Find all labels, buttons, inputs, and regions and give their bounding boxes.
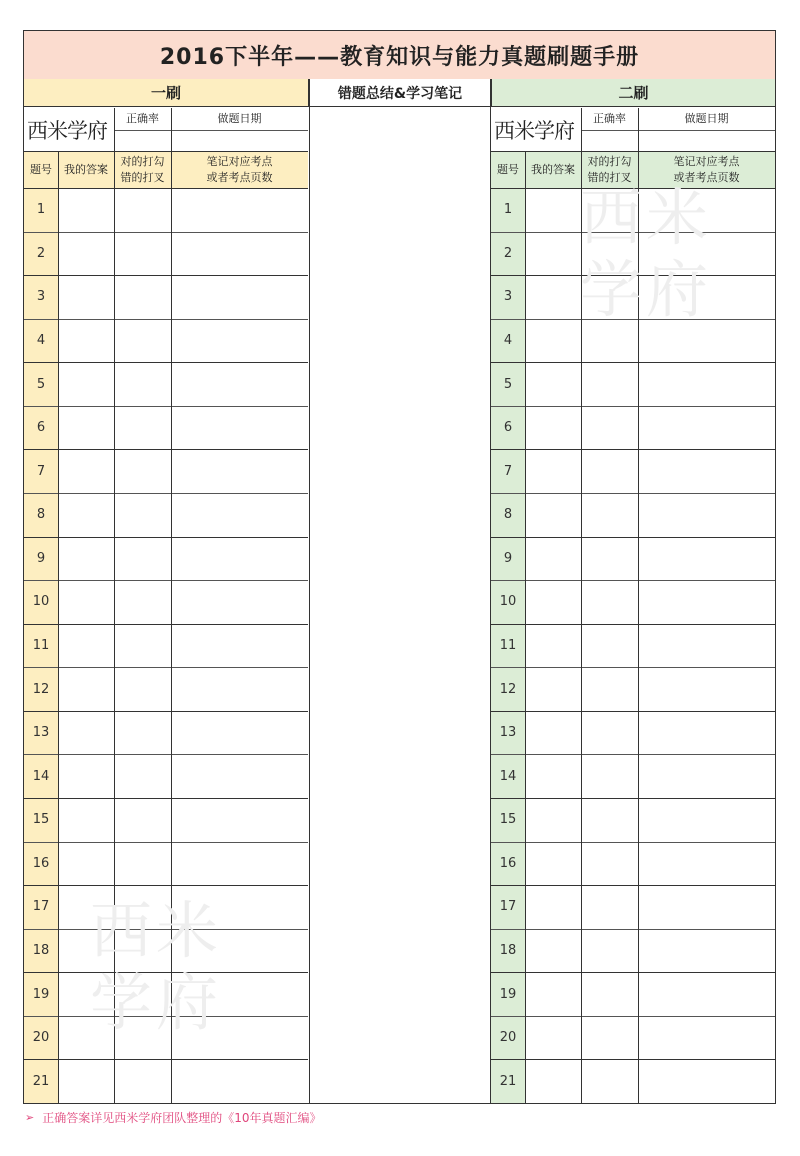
question-number: 18: [499, 942, 517, 958]
table-row: [491, 493, 775, 537]
check-cell[interactable]: [581, 493, 638, 537]
question-number: 2: [503, 245, 513, 261]
my-answer-cell[interactable]: [58, 580, 114, 624]
table-row: [491, 667, 775, 711]
question-number: 12: [499, 681, 517, 697]
table-row: [24, 188, 308, 232]
check-cell[interactable]: [114, 667, 171, 711]
table-row: [491, 1016, 775, 1060]
date-header: 做题日期: [684, 112, 729, 125]
question-number: 11: [499, 637, 517, 653]
table-row: [24, 275, 308, 319]
check-cell[interactable]: [114, 754, 171, 798]
note-cell[interactable]: [638, 580, 775, 624]
question-number: 13: [499, 725, 517, 741]
grid-line: [491, 711, 775, 712]
check-cell[interactable]: [114, 275, 171, 319]
note-cell[interactable]: [638, 449, 775, 493]
check-cell[interactable]: [581, 406, 638, 450]
grid-line: [24, 885, 308, 886]
check-cell[interactable]: [114, 798, 171, 842]
question-number: 21: [32, 1073, 50, 1089]
my-answer-cell[interactable]: [525, 362, 581, 406]
note-cell[interactable]: [171, 275, 308, 319]
grid-line: [491, 580, 775, 581]
note-cell[interactable]: [638, 667, 775, 711]
question-number: 5: [503, 376, 513, 392]
check-cell[interactable]: [581, 929, 638, 973]
question-number: 9: [503, 550, 513, 566]
check-cell[interactable]: [581, 754, 638, 798]
question-number: 7: [36, 463, 46, 479]
grid-line: [491, 537, 775, 538]
my-answer-cell[interactable]: [525, 1016, 581, 1060]
my-answer-cell[interactable]: [525, 580, 581, 624]
arrow-icon: ➢: [25, 1111, 35, 1124]
question-number: 1: [36, 202, 46, 218]
grid-line: [24, 493, 308, 494]
notes-column-right-border: [490, 79, 491, 1103]
note-header-line-1: 笔记对应考点: [206, 154, 273, 168]
watermark-bottom-left: [90, 895, 222, 1039]
watermark-line-1: 西米: [90, 894, 223, 967]
table-row: [24, 754, 308, 798]
note-cell[interactable]: [171, 232, 308, 276]
note-header-line-2: 或者考点页数: [206, 170, 273, 184]
question-number: 6: [36, 420, 46, 436]
my-answer-cell[interactable]: [58, 275, 114, 319]
check-cell[interactable]: [114, 319, 171, 363]
question-number: 14: [499, 768, 517, 784]
check-cell[interactable]: [581, 798, 638, 842]
question-number: 3: [36, 289, 46, 305]
note-cell[interactable]: [638, 972, 775, 1016]
table-row: [24, 537, 308, 581]
question-number: 8: [503, 507, 513, 523]
note-cell[interactable]: [638, 929, 775, 973]
question-number: 9: [36, 550, 46, 566]
grid-line: [24, 275, 308, 276]
grid-line: [491, 798, 775, 799]
my-answer-cell[interactable]: [58, 624, 114, 668]
footer-note: [25, 1109, 322, 1126]
question-number: 7: [503, 463, 513, 479]
question-number: 10: [499, 594, 517, 610]
check-cell[interactable]: [114, 1059, 171, 1103]
question-number: 17: [499, 899, 517, 915]
accuracy-header: 正确率: [126, 112, 159, 125]
check-cell[interactable]: [114, 624, 171, 668]
question-number: 20: [32, 1030, 50, 1046]
check-cell[interactable]: [114, 537, 171, 581]
table-row: [24, 1059, 308, 1103]
grid-line: [24, 754, 308, 755]
grid-line: [24, 798, 308, 799]
note-cell[interactable]: [171, 449, 308, 493]
watermark-top-right: [580, 182, 712, 326]
check-cell[interactable]: [581, 362, 638, 406]
my-answer-header: 我的答案: [64, 162, 108, 176]
grid-line: [491, 493, 775, 494]
my-answer-cell[interactable]: [525, 1059, 581, 1103]
my-answer-cell[interactable]: [58, 232, 114, 276]
watermark-line-1: 西米: [580, 181, 713, 254]
check-cell[interactable]: [581, 667, 638, 711]
my-answer-cell[interactable]: [525, 711, 581, 755]
question-number: 18: [32, 942, 50, 958]
note-cell[interactable]: [638, 842, 775, 886]
question-number: 14: [32, 768, 50, 784]
accuracy-header: 正确率: [593, 112, 626, 125]
grid-line: [24, 711, 308, 712]
question-number: 16: [32, 855, 50, 871]
grid-line: [24, 449, 308, 450]
check-cell[interactable]: [114, 362, 171, 406]
my-answer-cell[interactable]: [525, 798, 581, 842]
my-answer-cell[interactable]: [525, 319, 581, 363]
check-cell[interactable]: [114, 188, 171, 232]
question-number: 21: [499, 1073, 517, 1089]
watermark-line-2: 学府: [90, 966, 223, 1039]
round-one-header: 一刷: [24, 79, 309, 107]
my-answer-cell[interactable]: [58, 537, 114, 581]
check-header: [114, 151, 171, 188]
my-answer-cell[interactable]: [58, 711, 114, 755]
note-cell[interactable]: [638, 1016, 775, 1060]
question-no-header: 题号: [30, 162, 52, 176]
round-two-header: 二刷: [491, 79, 775, 107]
my-answer-cell[interactable]: [58, 449, 114, 493]
table-row: [491, 580, 775, 624]
grid-line: [24, 624, 308, 625]
table-row: [491, 842, 775, 886]
question-number: 4: [36, 332, 46, 348]
check-cell[interactable]: [114, 449, 171, 493]
check-header-line-2: 错的打叉: [587, 170, 632, 184]
question-number: 5: [36, 376, 46, 392]
my-answer-cell[interactable]: [525, 885, 581, 929]
question-number: 16: [499, 855, 517, 871]
my-answer-cell[interactable]: [525, 275, 581, 319]
my-answer-cell[interactable]: [525, 667, 581, 711]
grid-line: [24, 537, 308, 538]
check-cell[interactable]: [581, 1016, 638, 1060]
note-cell[interactable]: [171, 842, 308, 886]
logo: 西米学府: [494, 118, 574, 143]
my-answer-cell[interactable]: [525, 929, 581, 973]
table-row: [491, 885, 775, 929]
question-number: 15: [32, 812, 50, 828]
note-cell[interactable]: [638, 624, 775, 668]
note-cell[interactable]: [171, 754, 308, 798]
grid-line: [24, 151, 308, 152]
note-cell[interactable]: [638, 1059, 775, 1103]
my-answer-cell[interactable]: [58, 798, 114, 842]
note-cell[interactable]: [171, 580, 308, 624]
grid-line: [24, 188, 308, 189]
grid-line: [491, 1059, 775, 1060]
check-cell[interactable]: [581, 537, 638, 581]
note-cell[interactable]: [638, 798, 775, 842]
grid-line: [491, 151, 775, 152]
grid-line: [491, 842, 775, 843]
question-number: 19: [499, 986, 517, 1002]
note-cell[interactable]: [638, 406, 775, 450]
notes-header: 错题总结&学习笔记: [309, 79, 491, 107]
table-row: [491, 449, 775, 493]
table-row: [24, 798, 308, 842]
note-cell[interactable]: [171, 711, 308, 755]
check-cell[interactable]: [581, 449, 638, 493]
grid-line: [491, 885, 775, 886]
table-row: [491, 362, 775, 406]
grid-line: [491, 972, 775, 973]
note-cell[interactable]: [171, 319, 308, 363]
note-cell[interactable]: [171, 493, 308, 537]
accuracy-input[interactable]: [581, 130, 638, 151]
question-number: 10: [32, 594, 50, 610]
table-row: [491, 624, 775, 668]
watermark-line-2: 学府: [580, 253, 713, 326]
grid-line: [491, 667, 775, 668]
table-row: [24, 449, 308, 493]
my-answer-cell[interactable]: [525, 624, 581, 668]
grid-line: [491, 449, 775, 450]
note-cell[interactable]: [638, 493, 775, 537]
note-cell[interactable]: [171, 188, 308, 232]
table-row: [24, 711, 308, 755]
note-cell[interactable]: [171, 537, 308, 581]
grid-line: [24, 232, 308, 233]
question-number: 19: [32, 986, 50, 1002]
grid-line: [24, 1059, 308, 1060]
page-title: 2016下半年——教育知识与能力真题刷题手册: [24, 31, 775, 80]
check-cell[interactable]: [581, 711, 638, 755]
my-answer-cell[interactable]: [58, 406, 114, 450]
my-answer-cell[interactable]: [58, 319, 114, 363]
table-row: [491, 1059, 775, 1103]
date-input[interactable]: [638, 130, 775, 151]
note-header-line-1: 笔记对应考点: [673, 154, 740, 168]
my-answer-cell[interactable]: [58, 842, 114, 886]
question-number: 6: [503, 420, 513, 436]
check-cell[interactable]: [114, 580, 171, 624]
my-answer-cell[interactable]: [58, 754, 114, 798]
my-answer-cell[interactable]: [58, 667, 114, 711]
grid-line: [24, 580, 308, 581]
question-number: 8: [36, 507, 46, 523]
grid-line: [114, 130, 308, 131]
check-cell[interactable]: [114, 493, 171, 537]
grid-line: [525, 151, 526, 1103]
grid-line: [491, 1016, 775, 1017]
question-number: 1: [503, 202, 513, 218]
logo: 西米学府: [27, 118, 107, 143]
table-row: [491, 754, 775, 798]
grid-line: [24, 842, 308, 843]
table-row: [24, 406, 308, 450]
note-header-line-2: 或者考点页数: [673, 170, 740, 184]
question-number: 3: [503, 289, 513, 305]
grid-line: [24, 406, 308, 407]
my-answer-cell[interactable]: [58, 493, 114, 537]
question-number: 4: [503, 332, 513, 348]
my-answer-cell[interactable]: [525, 842, 581, 886]
check-cell[interactable]: [581, 624, 638, 668]
table-row: [491, 711, 775, 755]
question-number: 2: [36, 245, 46, 261]
question-number: 12: [32, 681, 50, 697]
check-cell[interactable]: [114, 711, 171, 755]
my-answer-cell[interactable]: [525, 188, 581, 232]
note-cell[interactable]: [171, 624, 308, 668]
question-no-header: 题号: [497, 162, 519, 176]
table-row: [491, 406, 775, 450]
note-cell[interactable]: [638, 885, 775, 929]
check-cell[interactable]: [581, 1059, 638, 1103]
date-header: 做题日期: [217, 112, 262, 125]
check-cell[interactable]: [581, 885, 638, 929]
note-cell[interactable]: [171, 1059, 308, 1103]
my-answer-cell[interactable]: [58, 188, 114, 232]
my-answer-header: 我的答案: [531, 162, 575, 176]
table-row: [24, 232, 308, 276]
question-number: 17: [32, 899, 50, 915]
table-row: [491, 798, 775, 842]
my-answer-cell[interactable]: [525, 537, 581, 581]
note-cell[interactable]: [171, 362, 308, 406]
grid-line: [24, 362, 308, 363]
table-row: [24, 493, 308, 537]
question-number: 13: [32, 725, 50, 741]
check-cell[interactable]: [581, 580, 638, 624]
my-answer-cell[interactable]: [525, 449, 581, 493]
question-number: 11: [32, 637, 50, 653]
grid-line: [491, 754, 775, 755]
my-answer-cell[interactable]: [525, 754, 581, 798]
table-row: [24, 580, 308, 624]
question-number: 20: [499, 1030, 517, 1046]
note-cell[interactable]: [638, 754, 775, 798]
note-cell[interactable]: [638, 362, 775, 406]
my-answer-cell[interactable]: [525, 972, 581, 1016]
note-cell[interactable]: [171, 406, 308, 450]
grid-line: [491, 624, 775, 625]
table-row: [24, 624, 308, 668]
grid-line: [24, 319, 308, 320]
my-answer-cell[interactable]: [525, 232, 581, 276]
my-answer-cell[interactable]: [525, 493, 581, 537]
accuracy-input[interactable]: [114, 130, 171, 151]
grid-line: [491, 406, 775, 407]
table-row: [24, 319, 308, 363]
footer-text: 正确答案详见西米学府团队整理的《10年真题汇编》: [42, 1111, 322, 1125]
my-answer-cell[interactable]: [525, 406, 581, 450]
grid-line: [581, 130, 775, 131]
check-cell[interactable]: [114, 842, 171, 886]
grid-line: [24, 667, 308, 668]
grid-line: [491, 362, 775, 363]
date-input[interactable]: [171, 130, 308, 151]
check-cell[interactable]: [581, 842, 638, 886]
note-cell[interactable]: [638, 537, 775, 581]
note-cell[interactable]: [171, 667, 308, 711]
check-header-line-2: 错的打叉: [120, 170, 165, 184]
notes-area[interactable]: [310, 108, 490, 1103]
check-cell[interactable]: [581, 972, 638, 1016]
table-row: [24, 842, 308, 886]
my-answer-cell[interactable]: [58, 1059, 114, 1103]
table-row: [24, 362, 308, 406]
check-header-line-1: 对的打勾: [587, 154, 632, 168]
note-cell[interactable]: [171, 798, 308, 842]
table-row: [491, 929, 775, 973]
table-row: [491, 537, 775, 581]
my-answer-cell[interactable]: [58, 362, 114, 406]
grid-line: [58, 151, 59, 1103]
check-cell[interactable]: [114, 232, 171, 276]
check-header-line-1: 对的打勾: [120, 154, 165, 168]
table-row: [24, 667, 308, 711]
check-cell[interactable]: [114, 406, 171, 450]
question-number: 15: [499, 812, 517, 828]
grid-line: [491, 929, 775, 930]
note-cell[interactable]: [638, 711, 775, 755]
note-header: [171, 151, 308, 188]
table-row: [491, 972, 775, 1016]
